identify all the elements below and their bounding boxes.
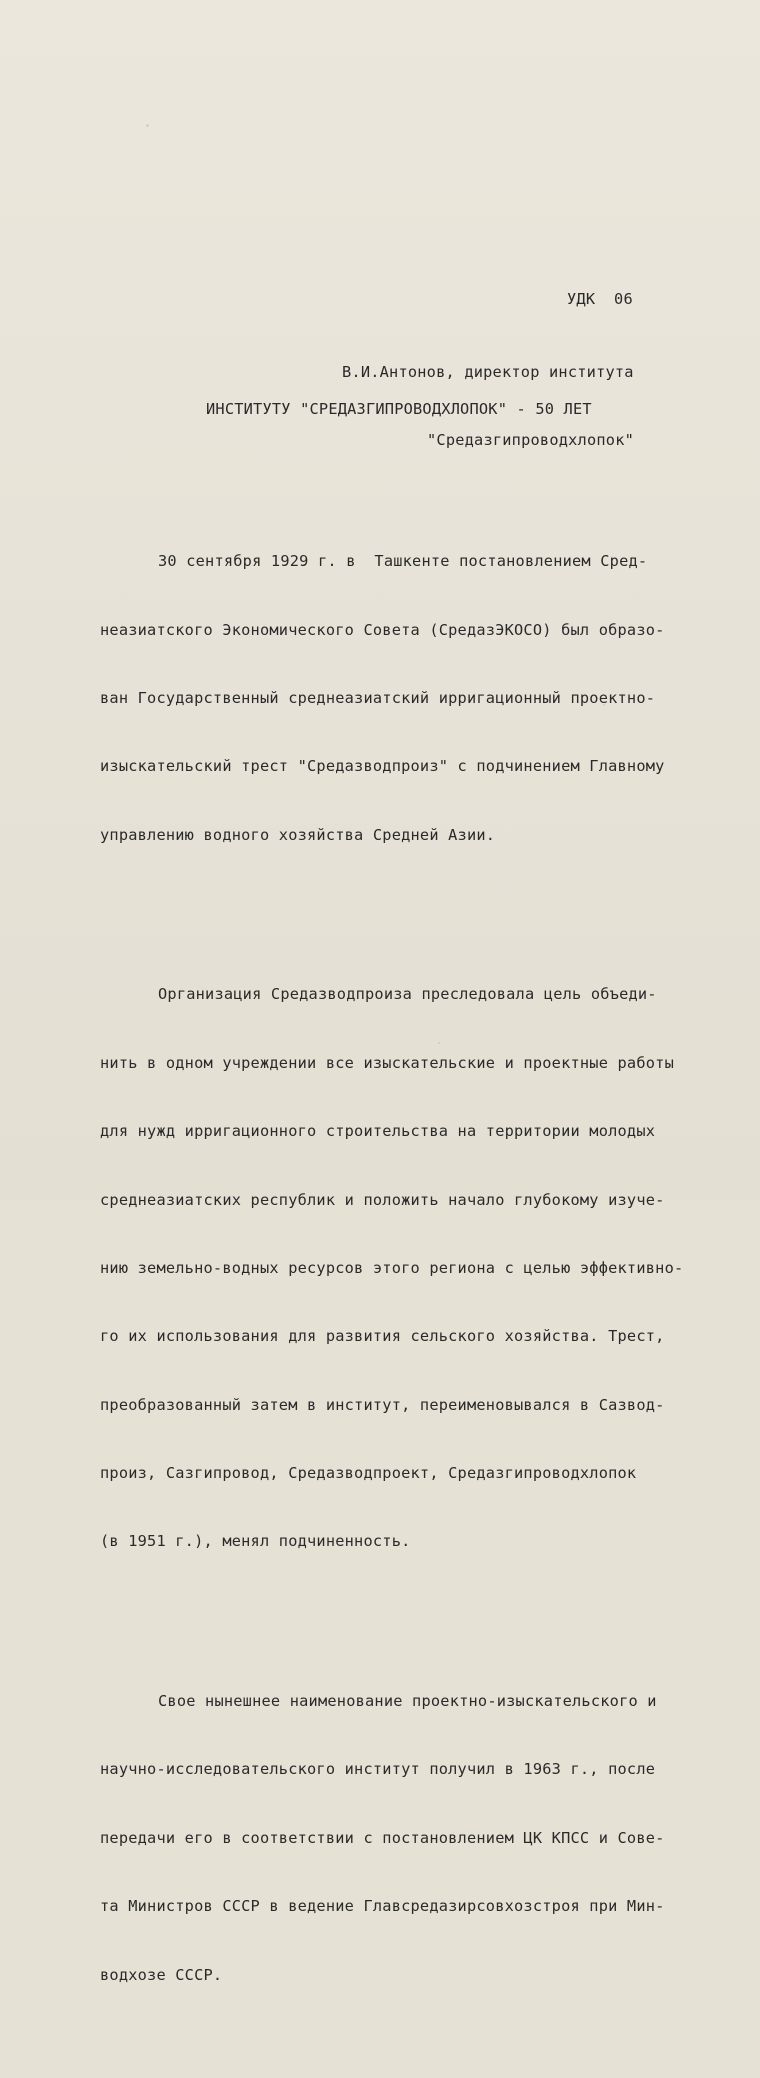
text-line: научно-исследовательского институт получил в 1963 г., после: [100, 1760, 656, 1779]
text-line: Организация Средазводпроиза преследовала цель объеди-: [158, 985, 657, 1004]
udc-code: УДК 06: [567, 290, 633, 308]
text-line: (в 1951 г.), менял подчиненность.: [100, 1532, 411, 1551]
paragraph-1: [100, 505, 683, 893]
text-line: для нужд ирригационного строительства на территории молодых: [100, 1122, 656, 1141]
document-title: ИНСТИТУТУ "СРЕДАЗГИПРОВОДХЛОПОК" - 50 ЛЕТ: [206, 400, 592, 418]
text-line: го их использования для развития сельского хозяйства. Трест,: [100, 1327, 665, 1346]
text-line: водхозе СССР.: [100, 1965, 223, 1984]
text-line: нить в одном учреждении все изыскательские и проектные работы: [100, 1053, 674, 1072]
text-line: неазиатского Экономического Совета (СредазЭКОСО) был образо-: [100, 620, 665, 639]
author-institution: "Средазгипроводхлопок": [427, 430, 635, 449]
paragraph-3: [100, 1644, 683, 2032]
author-name-position: В.И.Антонов, директор института: [342, 362, 634, 381]
text-line: Свое нынешнее наименование проектно-изыскательского и: [158, 1692, 657, 1711]
text-line: преобразованный затем в институт, переименовывался в Сазвод-: [100, 1395, 665, 1414]
document-body: [100, 459, 683, 2078]
text-line: нию земельно-водных ресурсов этого региона с целью эффективно-: [100, 1258, 684, 1277]
text-line: управлению водного хозяйства Средней Азии.: [100, 825, 496, 844]
text-line: ван Государственный среднеазиатский ирригационный проектно-: [100, 688, 656, 707]
text-line: 30 сентября 1929 г. в Ташкенте постановлением Сред-: [158, 552, 648, 571]
text-line: произ, Сазгипровод, Средазводпроект, Средазгипроводхлопок: [100, 1464, 637, 1483]
paragraph-2: [100, 938, 683, 1599]
text-line: среднеазиатских республик и положить начало глубокому изуче-: [100, 1190, 665, 1209]
text-line: та Министров СССР в ведение Главсредазирсовхозстроя при Мин-: [100, 1897, 665, 1916]
text-line: передачи его в соответствии с постановлением ЦК КПСС и Сове-: [100, 1828, 665, 1847]
paper-speck: [146, 124, 149, 127]
text-line: изыскательский трест "Средазводпроиз" с подчинением Главному: [100, 757, 665, 776]
